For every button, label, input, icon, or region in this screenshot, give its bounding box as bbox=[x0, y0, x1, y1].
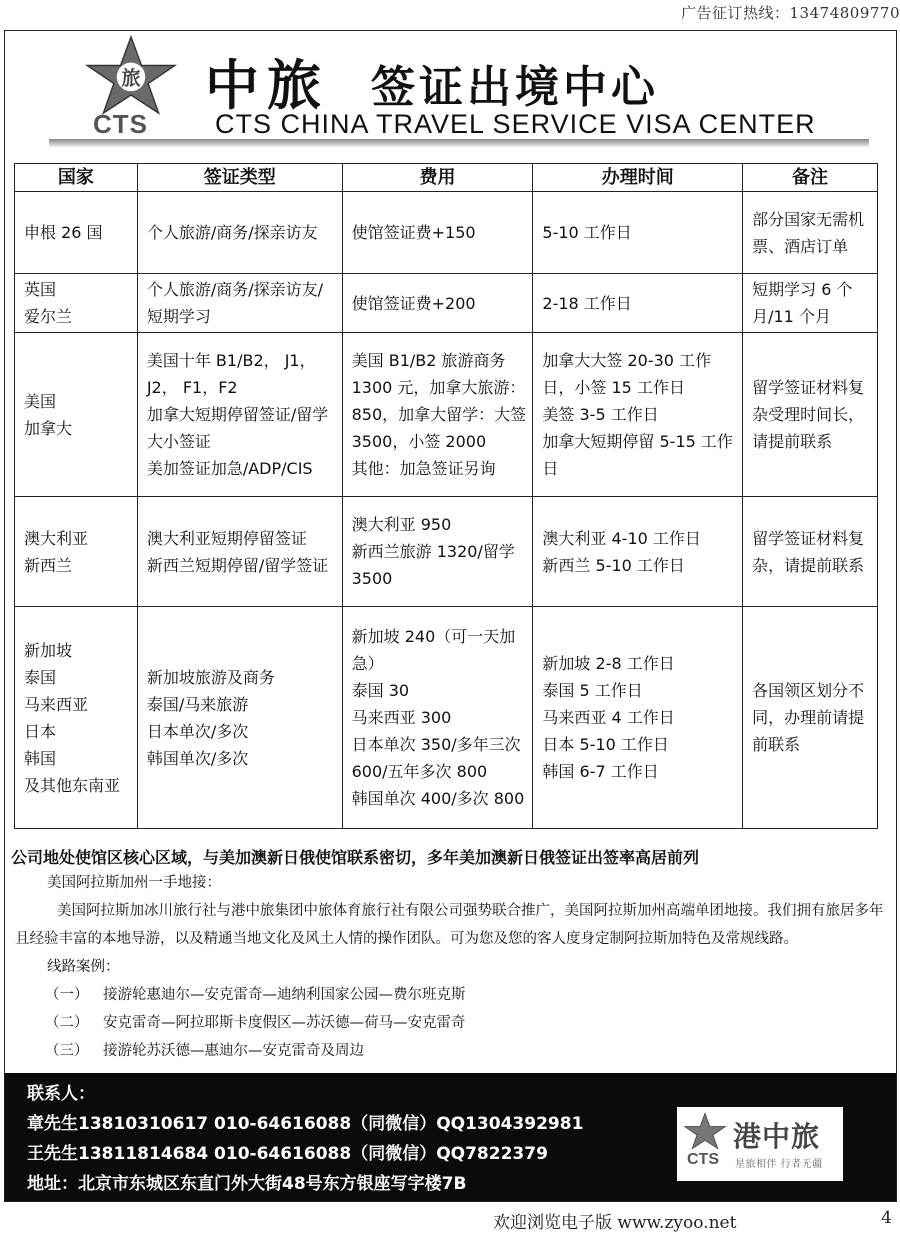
header-divider bbox=[49, 139, 869, 147]
cell-fee: 使馆签证费+150 bbox=[342, 192, 533, 274]
col-header-note: 备注 bbox=[743, 164, 878, 192]
route-number: （二） bbox=[45, 1015, 89, 1031]
cell-note: 短期学习 6 个月/11 个月 bbox=[743, 274, 878, 333]
brand-english: CTS CHINA TRAVEL SERVICE VISA CENTER bbox=[215, 109, 816, 139]
brand-calligraphy: 中旅 bbox=[205, 53, 329, 117]
ad-frame bbox=[4, 30, 897, 1202]
visa-table bbox=[14, 163, 878, 829]
route-number: （一） bbox=[45, 987, 89, 1003]
cell-country: 新加坡 泰国 马来西亚 日本 韩国 及其他东南亚 bbox=[15, 607, 138, 829]
alaska-subtitle: 美国阿拉斯加州一手地接： bbox=[47, 875, 221, 891]
ad-hotline: 广告征订热线：13474809770 bbox=[681, 4, 900, 22]
cell-country: 美国 加拿大 bbox=[15, 333, 138, 497]
company-tagline: 公司地处使馆区核心区域，与美加澳新日俄使馆联系密切，多年美加澳新日俄签证出签率高居前列 bbox=[11, 848, 700, 867]
cell-time: 5-10 工作日 bbox=[533, 192, 743, 274]
cell-visa-type: 美国十年 B1/B2， J1，J2， F1，F2 加拿大短期停留签证/留学大小签证 美加签证加急/ADP/CIS bbox=[137, 333, 342, 497]
logo-cts-text: CTS bbox=[93, 109, 148, 139]
cell-note: 留学签证材料复杂，请提前联系 bbox=[743, 497, 878, 607]
table-row bbox=[15, 497, 878, 607]
cell-time: 新加坡 2-8 工作日 泰国 5 工作日 马来西亚 4 工作日 日本 5-10 工作日 韩国 6-7 工作日 bbox=[533, 607, 743, 829]
route-cases-label: 线路案例： bbox=[47, 959, 120, 975]
hk-cts-star-icon bbox=[683, 1111, 727, 1151]
route-text: 安克雷奇—阿拉耶斯卡度假区—苏沃德—荷马—安克雷奇 bbox=[103, 1015, 466, 1031]
route-text: 接游轮惠迪尔—安克雷奇—迪纳利国家公园—费尔班克斯 bbox=[103, 987, 466, 1003]
route-number: （三） bbox=[45, 1043, 89, 1059]
cell-country: 英国 爱尔兰 bbox=[15, 274, 138, 333]
hk-cts-badge bbox=[677, 1107, 843, 1181]
cell-country: 澳大利亚 新西兰 bbox=[15, 497, 138, 607]
cell-fee: 澳大利亚 950 新西兰旅游 1320/留学 3500 bbox=[342, 497, 533, 607]
contact-address: 地址：北京市东城区东直门外大街48号东方银座写字楼7B bbox=[27, 1174, 467, 1194]
col-header-time: 办理时间 bbox=[533, 164, 743, 192]
alaska-section bbox=[5, 869, 897, 1065]
contact-label: 联系人： bbox=[27, 1084, 95, 1104]
table-header-row bbox=[15, 164, 878, 192]
route-item bbox=[5, 981, 897, 1009]
cell-note: 各国领区划分不同，办理前请提前联系 bbox=[743, 607, 878, 829]
cts-star-logo-icon bbox=[83, 35, 179, 115]
cell-fee: 新加坡 240（可一天加急） 泰国 30 马来西亚 300 日本单次 350/多年三次 600/五年多次 800 韩国单次 400/多次 800 bbox=[342, 607, 533, 829]
page-number: 4 bbox=[881, 1208, 892, 1228]
cell-note: 留学签证材料复杂受理时间长，请提前联系 bbox=[743, 333, 878, 497]
cell-visa-type: 澳大利亚短期停留签证 新西兰短期停留/留学签证 bbox=[137, 497, 342, 607]
footer-text: 欢迎浏览电子版 www.zyoo.net bbox=[493, 1213, 737, 1233]
contact-person-zhang: 章先生13810310617 010-64616088（同微信）QQ1304392981 bbox=[27, 1114, 584, 1134]
col-header-visa-type: 签证类型 bbox=[137, 164, 342, 192]
table-row bbox=[15, 274, 878, 333]
table-row bbox=[15, 192, 878, 274]
cell-time: 加拿大大签 20-30 工作日，小签 15 工作日 美签 3-5 工作日 加拿大短期停留 5-15 工作日 bbox=[533, 333, 743, 497]
contact-bar bbox=[5, 1073, 897, 1202]
cell-visa-type: 个人旅游/商务/探亲访友/短期学习 bbox=[137, 274, 342, 333]
table-row bbox=[15, 607, 878, 829]
route-text: 接游轮苏沃德—惠迪尔—安克雷奇及周边 bbox=[103, 1043, 364, 1059]
cell-visa-type: 个人旅游/商务/探亲访友 bbox=[137, 192, 342, 274]
header bbox=[5, 31, 897, 159]
cell-visa-type: 新加坡旅游及商务 泰国/马来旅游 日本单次/多次 韩国单次/多次 bbox=[137, 607, 342, 829]
route-item bbox=[5, 1037, 897, 1065]
col-header-fee: 费用 bbox=[342, 164, 533, 192]
logo-star-char: 旅 bbox=[121, 67, 141, 90]
brand-title: 签证出境中心 bbox=[371, 62, 659, 113]
cell-fee: 使馆签证费+200 bbox=[342, 274, 533, 333]
hk-cts-slogan: 星旅相伴 行者无疆 bbox=[735, 1159, 823, 1170]
col-header-country: 国家 bbox=[15, 164, 138, 192]
cell-time: 2-18 工作日 bbox=[533, 274, 743, 333]
hk-cts-name: 港中旅 bbox=[733, 1120, 821, 1153]
contact-person-wang: 王先生13811814684 010-64616088（同微信）QQ7822379 bbox=[27, 1144, 548, 1164]
cell-country: 申根 26 国 bbox=[15, 192, 138, 274]
cell-fee: 美国 B1/B2 旅游商务 1300 元，加拿大旅游：850，加拿大留学：大签 3500，小签 2000 其他：加急签证另询 bbox=[342, 333, 533, 497]
cell-time: 澳大利亚 4-10 工作日 新西兰 5-10 工作日 bbox=[533, 497, 743, 607]
route-item bbox=[5, 1009, 897, 1037]
cell-note: 部分国家无需机票、酒店订单 bbox=[743, 192, 878, 274]
table-row bbox=[15, 333, 878, 497]
hk-cts-text: CTS bbox=[687, 1151, 719, 1168]
alaska-paragraph: 美国阿拉斯加冰川旅行社与港中旅集团中旅体育旅行社有限公司强势联合推广，美国阿拉斯加州高端单团地接。我们拥有旅居多年且经验丰富的本地导游，以及精通当地文化及风土人情的操作团队。可为您及您的客人度身定制阿拉斯加特色及常规线路。 bbox=[15, 903, 884, 947]
